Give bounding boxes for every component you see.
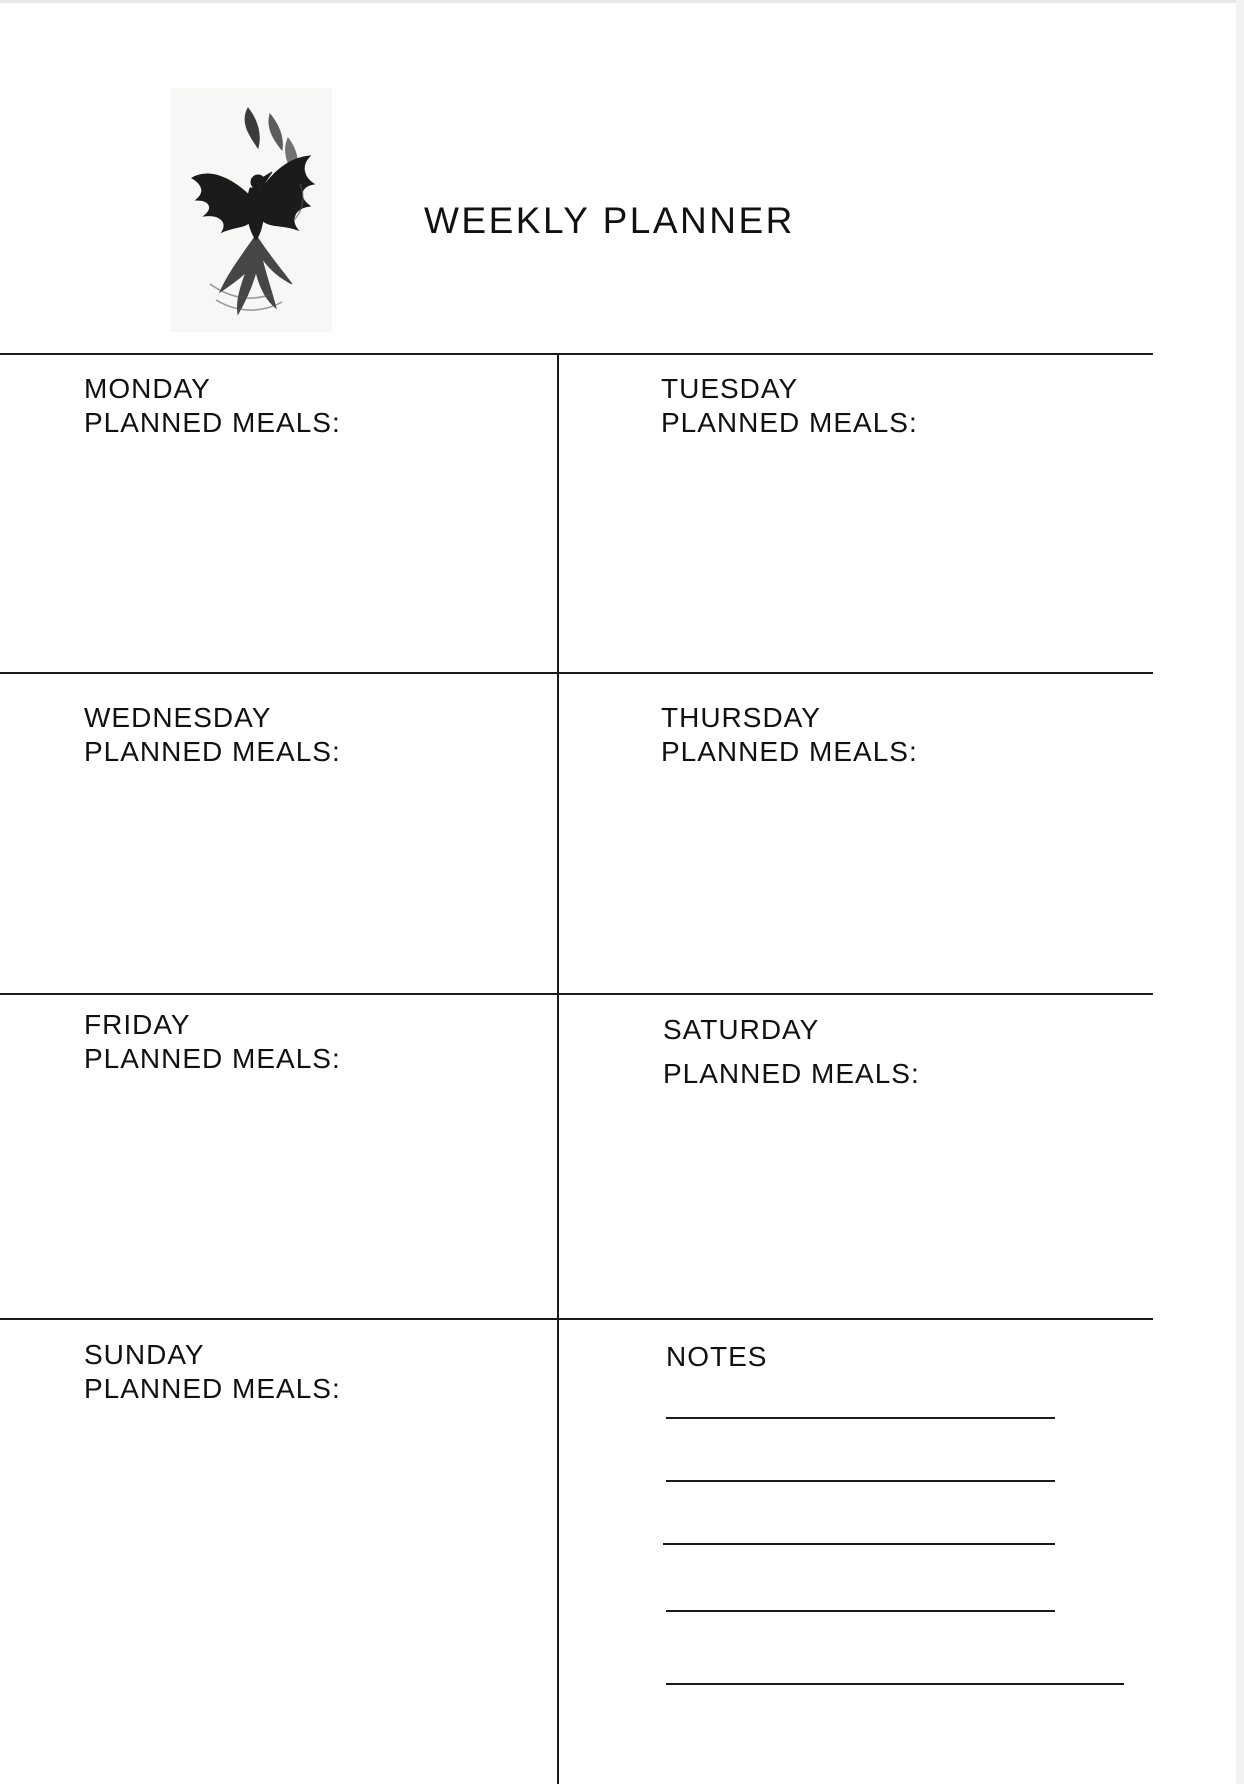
day-cell-sunday xyxy=(84,1338,341,1406)
right-edge xyxy=(1236,0,1244,1784)
notes-line[interactable] xyxy=(663,1543,1055,1545)
day-name: TUESDAY xyxy=(661,373,799,404)
top-edge xyxy=(0,0,1244,3)
day-name: THURSDAY xyxy=(661,702,821,733)
page-title: WEEKLY PLANNER xyxy=(424,200,795,241)
planned-meals-label: PLANNED MEALS: xyxy=(84,1043,341,1074)
planned-meals-label: PLANNED MEALS: xyxy=(84,736,341,767)
day-name: SATURDAY xyxy=(663,1014,820,1045)
day-cell-friday xyxy=(84,1008,341,1076)
day-cell-wednesday xyxy=(84,701,341,769)
planned-meals-label: PLANNED MEALS: xyxy=(84,1373,341,1404)
planned-meals-label: PLANNED MEALS: xyxy=(661,407,918,438)
notes-line[interactable] xyxy=(666,1683,1124,1685)
phoenix-icon xyxy=(170,88,332,332)
day-name: MONDAY xyxy=(84,373,211,404)
notes-heading: NOTES xyxy=(666,1341,768,1372)
planned-meals-label: PLANNED MEALS: xyxy=(84,407,341,438)
phoenix-logo xyxy=(170,88,332,332)
grid-line-row-4 xyxy=(0,1318,1153,1320)
grid-line-row-3 xyxy=(0,993,1153,995)
day-name: SUNDAY xyxy=(84,1339,205,1370)
planned-meals-label: PLANNED MEALS: xyxy=(661,736,918,767)
notes-line[interactable] xyxy=(666,1610,1055,1612)
planned-meals-label: PLANNED MEALS: xyxy=(663,1058,920,1089)
notes-line[interactable] xyxy=(666,1417,1055,1419)
grid-line-row-2 xyxy=(0,672,1153,674)
day-name: FRIDAY xyxy=(84,1009,191,1040)
notes-line[interactable] xyxy=(666,1480,1055,1482)
day-cell-saturday xyxy=(663,1008,920,1096)
day-name: WEDNESDAY xyxy=(84,702,272,733)
day-cell-monday xyxy=(84,372,341,440)
day-cell-thursday xyxy=(661,701,918,769)
grid-line-top xyxy=(0,353,1153,355)
grid-line-vertical xyxy=(557,354,559,1784)
day-cell-tuesday xyxy=(661,372,918,440)
